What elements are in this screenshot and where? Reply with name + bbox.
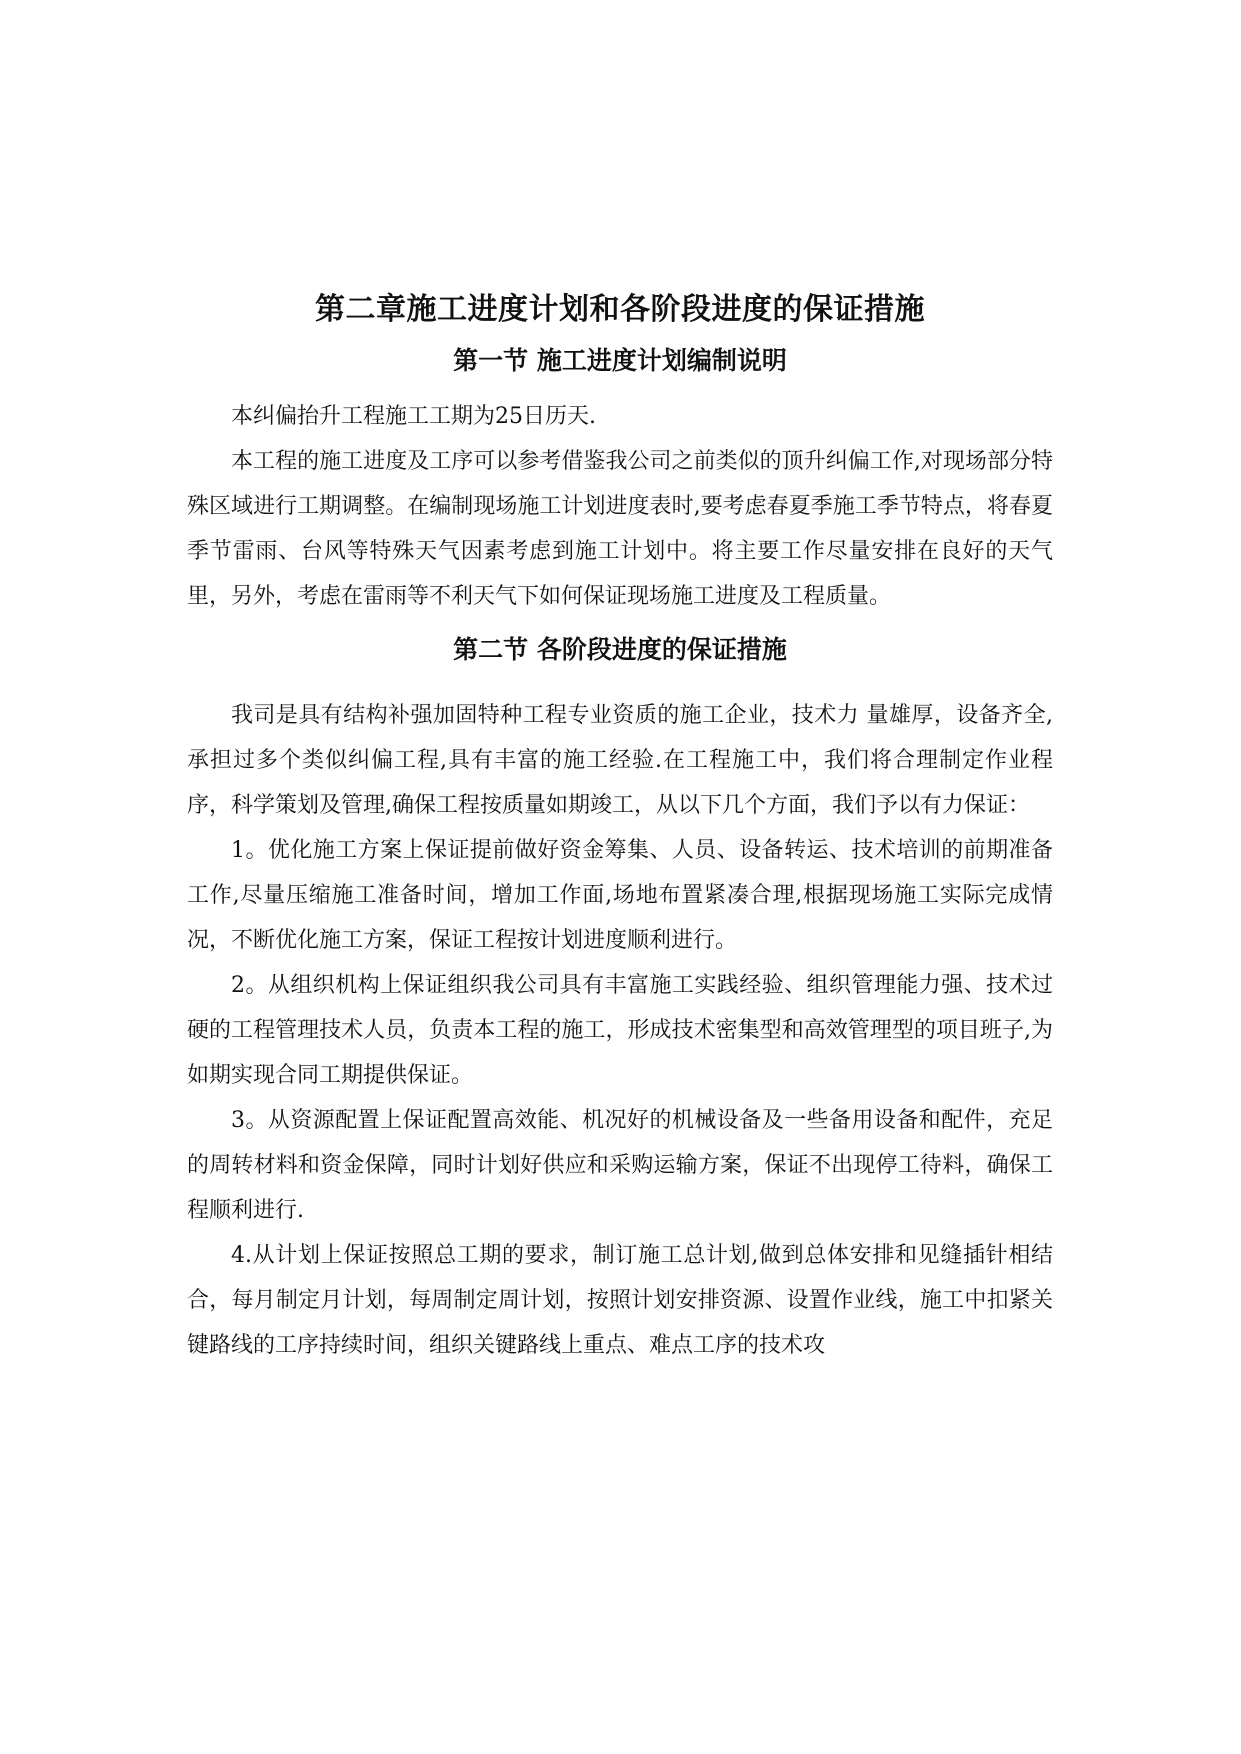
section-1-paragraph-1: 本纠偏抬升工程施工工期为25日历天. bbox=[231, 404, 596, 429]
section-2-title: 第二节 各阶段进度的保证措施 bbox=[453, 635, 787, 664]
section-1-title: 第一节 施工进度计划编制说明 bbox=[453, 346, 787, 375]
section-1-paragraph-2: 本工程的施工进度及工序可以参考借鉴我公司之前类似的顶升纠偏工作,对现场部分特殊区域进行工期调整。在编制现场施工计划进度表时,要考虑春夏季施工季节特点，将春夏季节雷雨、台风等特殊天气因素考虑到施工计划中。将主要工作尽量安排在良好的天气里，另外，考虑在雷雨等不利天气下如何保证现场施工进度及工程质量。 bbox=[187, 449, 1053, 609]
section-2-paragraph-5: 4.从计划上保证按照总工期的要求，制订施工总计划,做到总体安排和见缝插针相结合，每月制定月计划，每周制定周计划，按照计划安排资源、设置作业线，施工中扣紧关键路线的工序持续时间，组织关键路线上重点、难点工序的技术攻 bbox=[187, 1243, 1053, 1358]
chapter-title: 第二章施工进度计划和各阶段进度的保证措施 bbox=[315, 292, 925, 327]
section-2-paragraph-1: 我司是具有结构补强加固特种工程专业资质的施工企业，技术力 量雄厚，设备齐全,承担过多个类似纠偏工程,具有丰富的施工经验.在工程施工中，我们将合理制定作业程序，科学策划及管理,确保工程按质量如期竣工，从以下几个方面，我们予以有力保证： bbox=[187, 703, 1053, 818]
section-2-paragraph-2: 1。优化施工方案上保证提前做好资金筹集、人员、设备转运、技术培训的前期准备工作,尽量压缩施工准备时间，增加工作面,场地布置紧凑合理,根据现场施工实际完成情况，不断优化施工方案，保证工程按计划进度顺利进行。 bbox=[187, 838, 1053, 953]
section-2-paragraph-4: 3。从资源配置上保证配置高效能、机况好的机械设备及一些备用设备和配件，充足的周转材料和资金保障，同时计划好供应和采购运输方案，保证不出现停工待料，确保工程顺利进行. bbox=[187, 1108, 1053, 1223]
document-body bbox=[187, 290, 1053, 1368]
section-2-paragraph-3: 2。从组织机构上保证组织我公司具有丰富施工实践经验、组织管理能力强、技术过硬的工程管理技术人员，负责本工程的施工，形成技术密集型和高效管理型的项目班子,为如期实现合同工期提供保证。 bbox=[187, 973, 1053, 1088]
